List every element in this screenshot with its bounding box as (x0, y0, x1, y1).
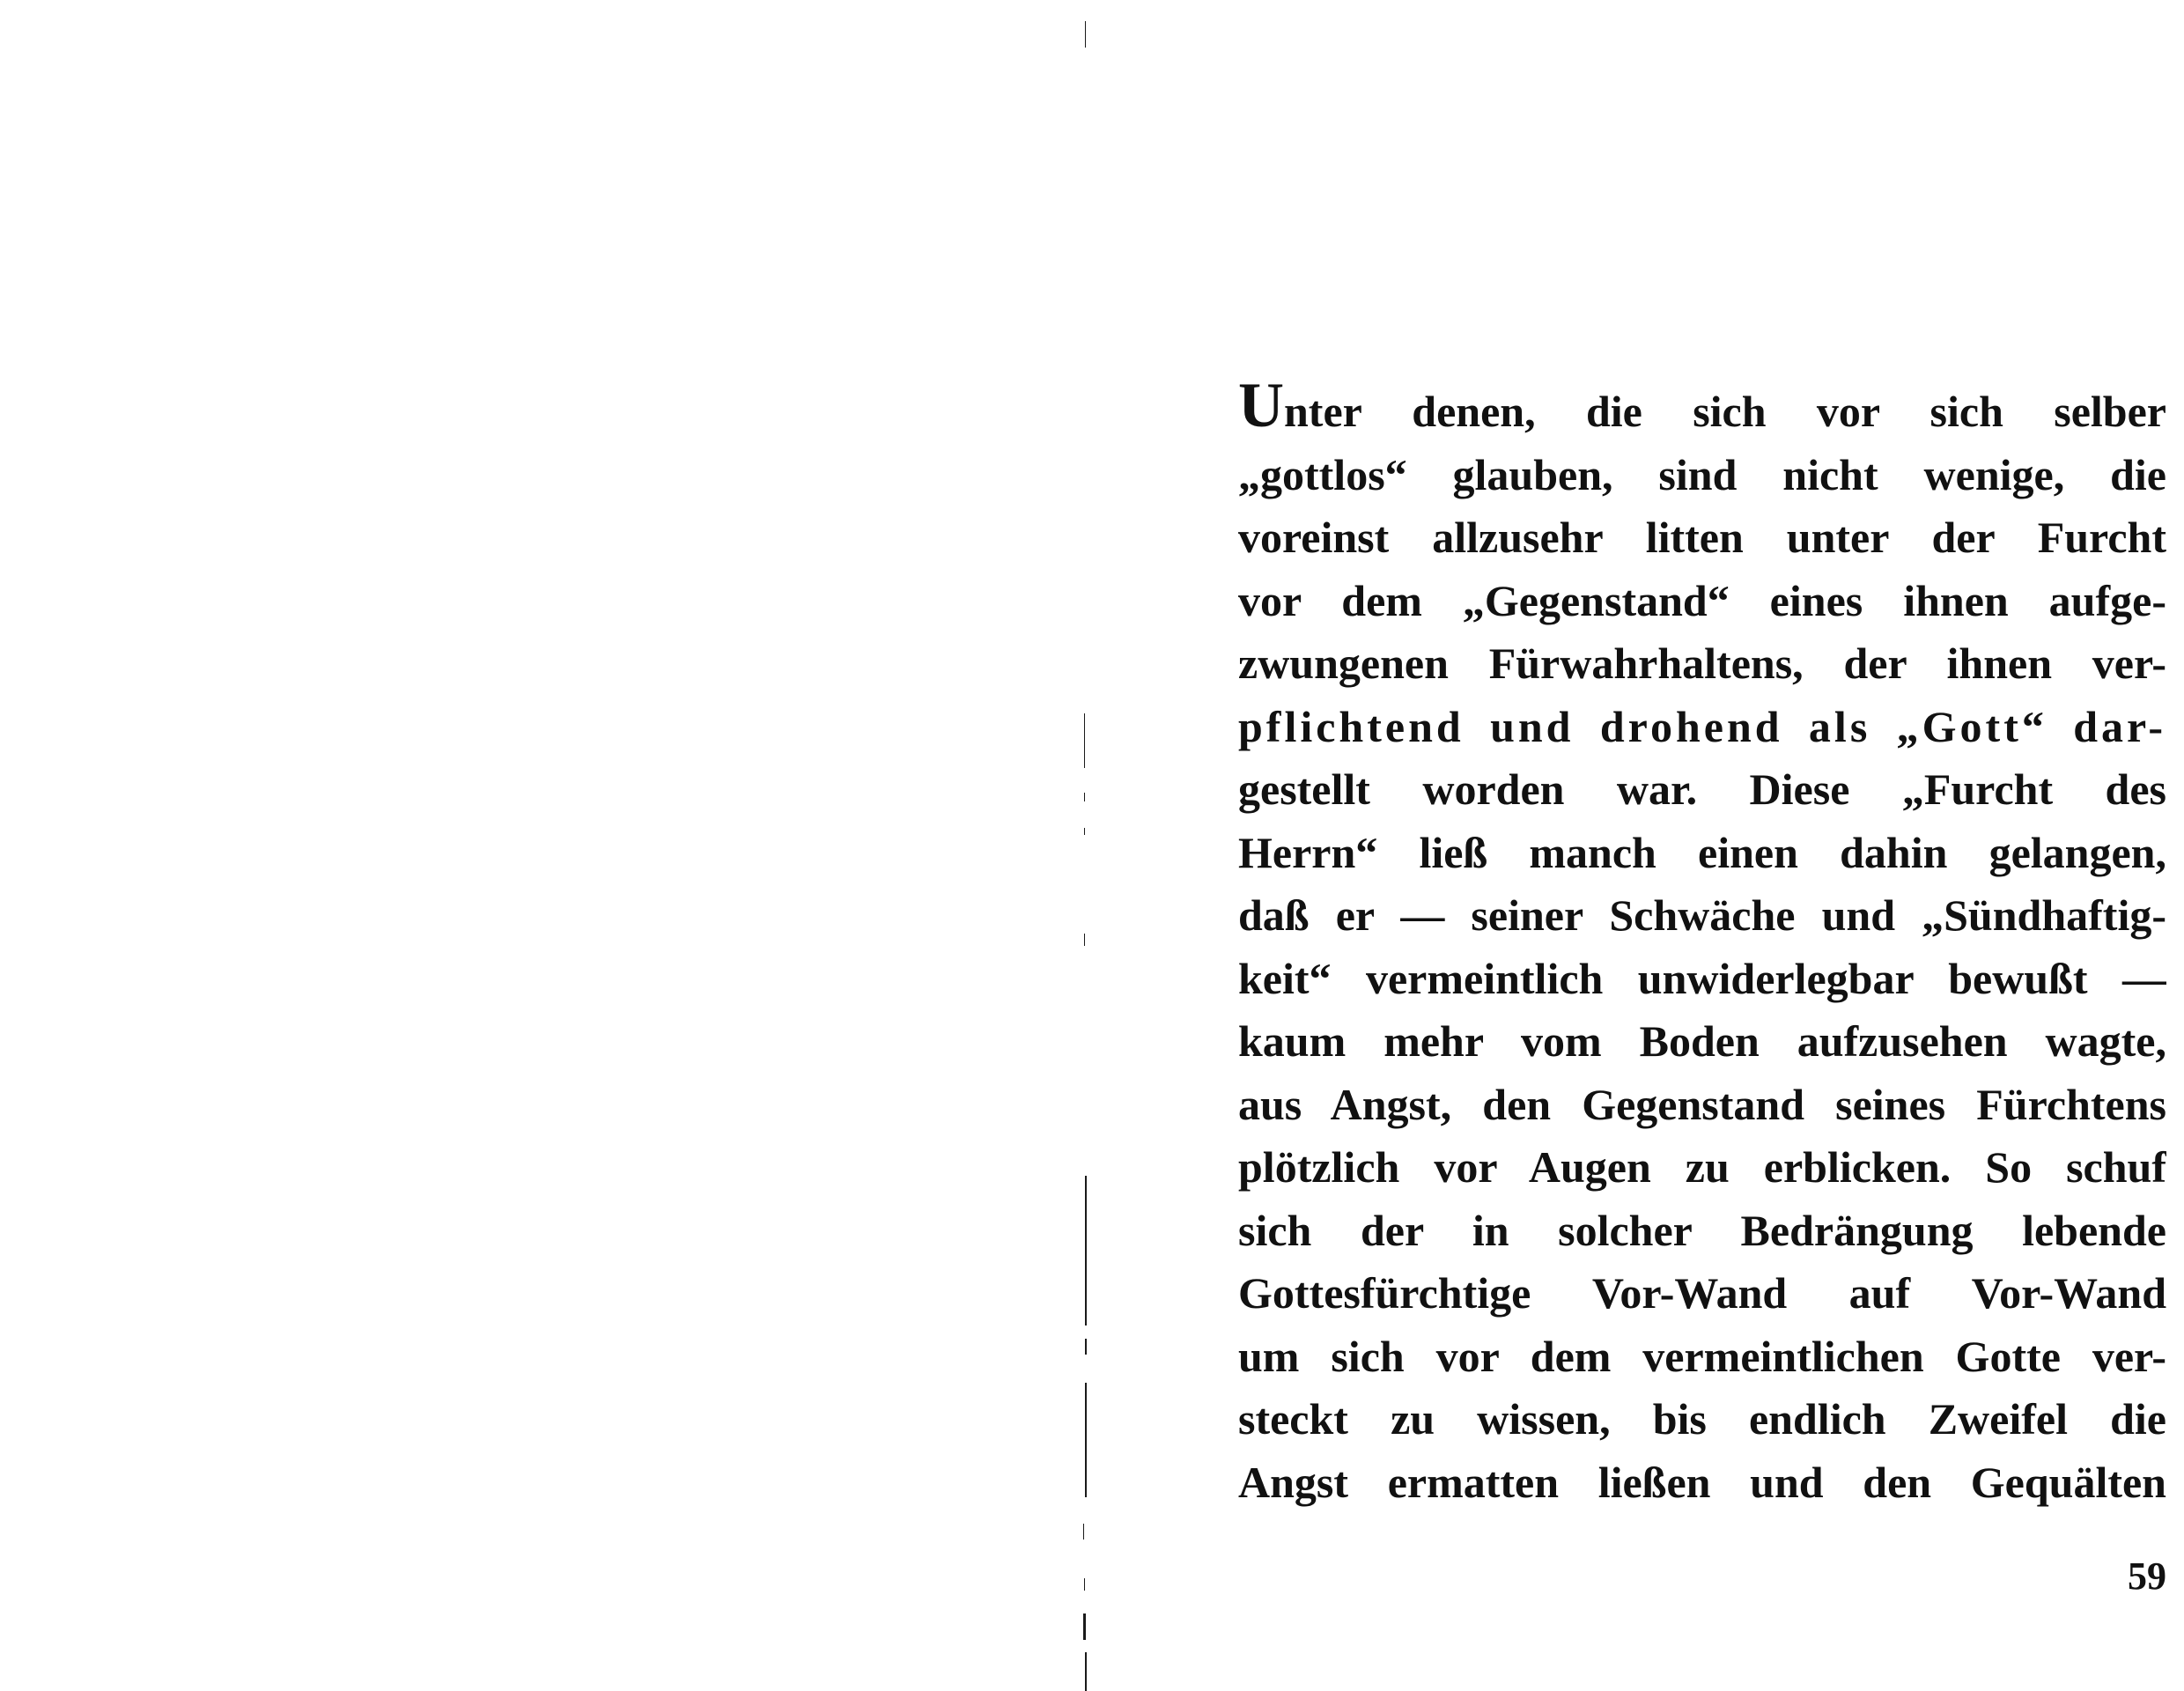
text-line: gestellt worden war. Diese „Furcht des (1238, 764, 2166, 814)
text-line: pflichtend und drohend als „Gott“ dar- (1238, 701, 2166, 751)
text-line: Gottesfürchtige Vor-Wand auf Vor-Wand (1238, 1268, 2166, 1318)
text-line: keit“ vermeintlich unwiderlegbar bewußt — (1238, 953, 2166, 1003)
gutter-mark (1085, 1652, 1087, 1691)
gutter-mark (1084, 828, 1085, 835)
gutter-mark (1085, 21, 1086, 48)
gutter-mark (1084, 793, 1085, 801)
text-line: plötzlich vor Augen zu erblicken. So schuf (1238, 1142, 2166, 1192)
text-line (1238, 380, 2166, 444)
text-line: steckt zu wissen, bis endlich Zweifel die (1238, 1394, 2166, 1444)
text-line: „gottlos“ glauben, sind nicht wenige, die (1238, 449, 2166, 499)
gutter-mark (1085, 1339, 1087, 1355)
gutter-mark (1084, 934, 1085, 946)
text-line: zwungenen Fürwahrhaltens, der ihnen ver- (1238, 639, 2166, 688)
gutter-mark (1083, 1613, 1086, 1640)
text-line: Angst ermatten ließen und den Gequälten (1238, 1457, 2166, 1507)
left-page-blank (0, 0, 1083, 1691)
line-text: nter denen, die sich vor sich selber (1284, 387, 2166, 436)
page-number: 59 (2128, 1554, 2166, 1598)
right-page (1088, 0, 2184, 1691)
text-line: daß er — seiner Schwäche und „Sündhaftig- (1238, 890, 2166, 940)
gutter-mark (1084, 713, 1085, 768)
text-line: um sich vor dem vermeintlichen Gotte ver- (1238, 1331, 2166, 1381)
body-paragraph (1238, 380, 2166, 1514)
text-line: kaum mehr vom Boden aufzusehen wagte, (1238, 1016, 2166, 1066)
gutter-mark (1084, 1578, 1085, 1591)
text-line: Herrn“ ließ manch einen dahin gelangen, (1238, 827, 2166, 877)
text-line: voreinst allzusehr litten unter der Furcht (1238, 513, 2166, 562)
text-line: vor dem „Gegenstand“ eines ihnen aufge- (1238, 575, 2166, 625)
gutter-mark (1085, 1383, 1087, 1497)
text-line: sich der in solcher Bedrängung lebende (1238, 1205, 2166, 1255)
gutter-mark (1085, 1176, 1087, 1325)
gutter-mark (1083, 1524, 1084, 1540)
text-line: aus Angst, den Gegenstand seines Fürchtens (1238, 1079, 2166, 1129)
drop-cap: U (1238, 380, 1284, 440)
book-gutter (1081, 0, 1088, 1691)
